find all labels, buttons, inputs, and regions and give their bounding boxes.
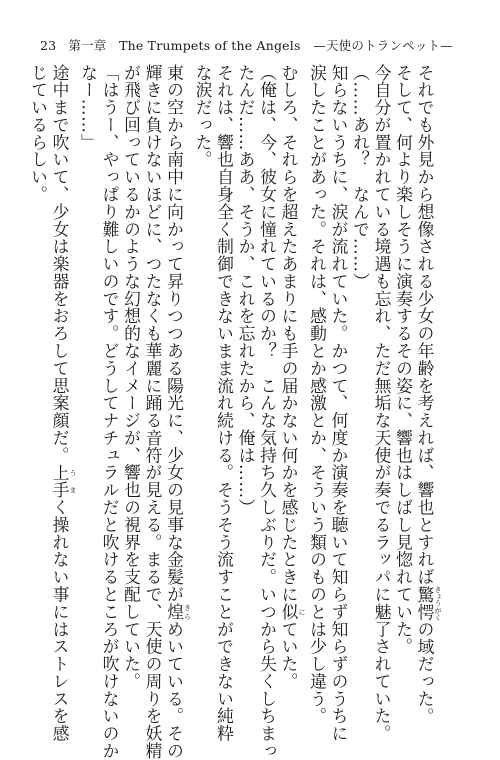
text-line: 知らないうちに、涙が流れていた。かつて、何度か演奏を聴いて知らず知らずのうちに [329,64,349,743]
text-line: そして、何より楽しそうに演奏するその姿に、響也はしばし見惚れていた。 [393,64,414,656]
text-line: が飛び回っているかのような幻想的なイメージが、響也の視界を支配していた。 [121,64,142,691]
text-line: それでも外見から想像される少女の年齢を考えれば、響也とすれば驚愕 きょうがくの域だった。 [415,64,442,725]
text-line: 今自分が置かれている境遇も忘れ、ただ無垢な天使が奏でるラッパに魅了されていた。 [372,64,392,743]
text-line: （俺は、今、彼女に憧れているのか？ こんな気持ち久しぶりだ。いつから失くしちまっ [257,64,278,760]
text-line: 輝きに負けないほどに、つたなくも華麗に踊る音符が見える。まるで、天使の周りを妖精 [143,64,163,760]
text-line: 涙したことがあった。それは、感動とか感激とか、そういう類のものとは少し違う。 [307,64,328,725]
ruby-annotation: 煌 きら [164,603,192,621]
vertical-text-body [28,64,442,760]
text-line: たんだ……ああ、そうか、これを忘れたから、俺は……） [236,64,256,517]
text-line: むしろ、それらを超えたあまりにも手の届かない何かを感じたときに似 にていた。 [279,64,306,691]
ruby-annotation: 驚愕 きょうがく [415,585,442,621]
page-number: 23 [40,38,57,53]
text-line: （……あれ？ なんで……） [350,64,371,291]
text-line: 東の空から南中に向かって昇りつつある陽光に、少女の見事な金髪が煌 きらめいている。その [164,64,192,760]
text-line: な涙だった。 [193,64,213,169]
ruby-annotation: 似 に [279,603,306,621]
ruby-annotation: 上 う [50,463,77,482]
running-header [40,36,453,54]
chapter-title: 第一章 The Trumpets of the Angels —天使のトランペット— [68,38,453,53]
text-line: 「はうー、やっぱり難しいのです。どうしてナチュラルだと吹けるところが吹けないのか [100,64,120,760]
text-line: なー……」 [78,64,99,151]
text-line: 途中まで吹いて、少女は楽器をおろして思案顔だ。上 う手 まく操れない事にはストレスを感 [50,64,77,743]
text-line: じているらしい。 [28,64,49,204]
text-line: それは、響也自身全く制御できないまま流れ続ける。そうそう流すことができない純粋 [214,64,235,743]
ruby-annotation: 手 ま [50,481,77,499]
